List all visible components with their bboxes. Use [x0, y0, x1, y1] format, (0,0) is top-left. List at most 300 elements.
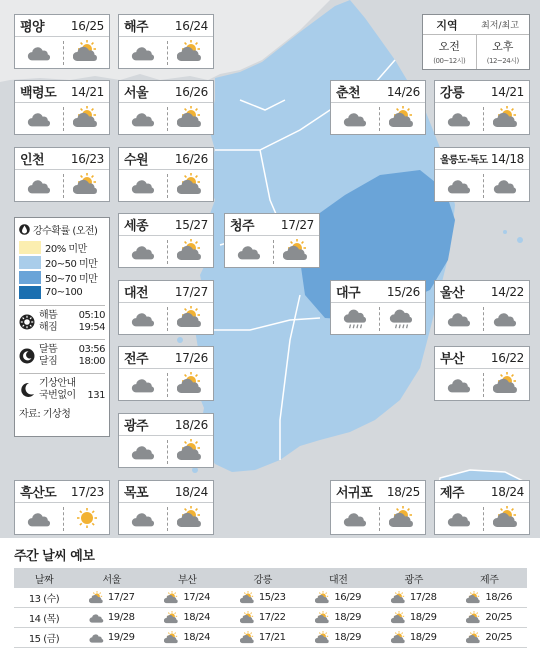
divider — [167, 507, 168, 531]
weekly-icon — [466, 591, 482, 605]
weekly-row — [14, 588, 527, 608]
weekly-cell — [301, 591, 377, 605]
city-name: 대구 — [336, 286, 361, 301]
pm-weather — [177, 106, 205, 130]
am-weather — [131, 308, 157, 330]
city-name: 흑산도 — [20, 486, 57, 501]
divider — [167, 174, 168, 198]
weekly-cell — [150, 591, 226, 605]
weekly-temp: 17/22 — [258, 612, 286, 623]
weekly-temp: 17/27 — [107, 592, 135, 603]
divider — [483, 174, 484, 198]
cloud-icon — [27, 175, 53, 197]
weekly-temp: 20/25 — [485, 612, 513, 623]
weekly-row — [14, 628, 527, 648]
moonrise-label: 달뜸 — [39, 344, 58, 355]
pm-weather — [389, 308, 415, 330]
sun-cloud-icon — [164, 611, 180, 625]
city-box-gangneung — [434, 80, 530, 135]
weekly-icon — [164, 631, 180, 645]
divider — [167, 373, 168, 397]
pm-weather — [177, 239, 205, 263]
weekly-cell — [376, 611, 452, 625]
city-temp: 18/24 — [490, 484, 524, 499]
city-temp: 14/22 — [490, 284, 524, 299]
city-temp: 18/25 — [386, 484, 420, 499]
divider — [483, 307, 484, 331]
weekly-cell — [452, 611, 528, 625]
sun-cloud-icon — [177, 106, 205, 130]
weekly-temp: 18/29 — [334, 612, 362, 623]
weekly-city-header: 강릉 — [253, 574, 273, 586]
weekly-cell — [376, 631, 452, 645]
rain-level-label: 20% 미만 — [45, 244, 87, 255]
pm-weather — [177, 439, 205, 463]
weekly-body — [14, 588, 527, 648]
weekly-temp: 17/21 — [258, 632, 286, 643]
hotline-number: 131 — [87, 390, 105, 401]
weekly-icon — [240, 631, 256, 645]
am-weather — [131, 42, 157, 64]
divider — [379, 507, 380, 531]
sun-cloud-icon — [391, 611, 407, 625]
divider — [273, 240, 274, 264]
pm-weather — [389, 506, 417, 530]
city-temp: 15/26 — [386, 284, 420, 299]
sunrise-label: 해뜸 — [39, 310, 58, 321]
moonrise-time: 03:56 — [78, 344, 105, 355]
sun-cloud-icon — [177, 306, 205, 330]
city-name: 광주 — [124, 419, 149, 434]
weekly-temp: 17/24 — [183, 592, 211, 603]
city-name: 울산 — [440, 286, 465, 301]
weekly-icon — [240, 591, 256, 605]
cloud-icon — [131, 42, 157, 64]
city-box-daejeon — [118, 280, 214, 335]
sun-cloud-icon — [493, 372, 521, 396]
cloud-icon — [27, 42, 53, 64]
am-weather — [343, 508, 369, 530]
cloud-icon — [237, 241, 263, 263]
weekly-cell — [452, 591, 528, 605]
city-name: 해주 — [124, 20, 149, 35]
weekly-date: 14 (목) — [28, 614, 60, 625]
cloud-icon — [27, 108, 53, 130]
city-box-pyongyang — [14, 14, 110, 69]
weekly-cell — [301, 631, 377, 645]
am-weather — [447, 308, 473, 330]
weekly-icon — [164, 611, 180, 625]
weekly-cell — [225, 611, 301, 625]
city-box-incheon — [14, 147, 110, 202]
city-name: 울릉도·독도 — [440, 155, 488, 166]
rain-level-row — [19, 270, 105, 285]
sun-cloud-icon — [466, 591, 482, 605]
pm-weather — [283, 239, 311, 263]
cloud-icon — [343, 108, 369, 130]
sun-cloud-icon — [177, 40, 205, 64]
pm-weather — [73, 106, 101, 130]
sun-icon — [73, 506, 101, 530]
legend-am-sub: (00~12시) — [433, 57, 466, 65]
sun-cloud-icon — [315, 591, 331, 605]
divider — [483, 107, 484, 131]
city-box-baengnyeongdo — [14, 80, 110, 135]
rain-level-label: 70~100 — [45, 287, 83, 298]
legend-region: 지역 — [436, 18, 458, 32]
city-box-ulsan — [434, 280, 530, 335]
city-temp: 14/26 — [386, 84, 420, 99]
island — [503, 230, 507, 234]
moon-times — [19, 344, 105, 368]
city-box-haeju — [118, 14, 214, 69]
legend-box — [422, 14, 530, 70]
cloud-icon — [447, 175, 473, 197]
divider — [19, 339, 105, 340]
weekly-temp: 17/28 — [409, 592, 437, 603]
cloud-icon — [131, 441, 157, 463]
city-box-gwangju — [118, 413, 214, 468]
pm-weather — [73, 506, 101, 530]
city-name: 백령도 — [20, 86, 57, 101]
sun-cloud-icon — [493, 506, 521, 530]
sun-cloud-icon — [389, 506, 417, 530]
legend-am: 오전 — [438, 40, 460, 53]
rain-level-row — [19, 240, 105, 255]
divider — [19, 373, 105, 374]
cloud-icon — [447, 108, 473, 130]
am-weather — [447, 108, 473, 130]
city-name: 부산 — [440, 352, 465, 367]
am-weather — [131, 441, 157, 463]
sun-cloud-icon — [240, 611, 256, 625]
city-temp: 15/27 — [174, 217, 208, 232]
pm-weather — [177, 306, 205, 330]
city-temp: 16/25 — [70, 18, 104, 33]
weekly-icon — [89, 631, 105, 645]
divider — [379, 307, 380, 331]
rain-swatch — [19, 286, 41, 299]
city-box-heuksando — [14, 480, 110, 535]
sun-cloud-icon — [73, 106, 101, 130]
cloud-icon — [131, 308, 157, 330]
divider — [63, 507, 64, 531]
city-name: 평양 — [20, 20, 45, 35]
rain-level-row — [19, 285, 105, 300]
am-weather — [131, 374, 157, 396]
city-name: 세종 — [124, 219, 149, 234]
rain-level-row — [19, 255, 105, 270]
city-box-cheongju — [224, 213, 320, 268]
weekly-icon — [89, 611, 105, 625]
weekly-temp: 18/26 — [485, 592, 513, 603]
weekly-cell — [74, 631, 150, 645]
sun-cloud-icon — [240, 631, 256, 645]
divider — [63, 41, 64, 65]
weekly-temp: 19/29 — [107, 632, 135, 643]
weekly-cell — [150, 631, 226, 645]
am-weather — [27, 108, 53, 130]
weekly-icon — [315, 591, 331, 605]
pm-weather — [493, 308, 519, 330]
divider — [483, 507, 484, 531]
crescent-icon — [19, 382, 35, 398]
cloud-icon — [447, 374, 473, 396]
weekly-cell — [376, 591, 452, 605]
cloud-icon — [493, 175, 519, 197]
weekly-temp: 18/29 — [409, 612, 437, 623]
weekly-icon — [466, 611, 482, 625]
cloud-icon — [447, 508, 473, 530]
weekly-temp: 18/29 — [409, 632, 437, 643]
sun-cloud-icon — [389, 106, 417, 130]
weekly-icon — [391, 611, 407, 625]
rain-icon — [389, 308, 415, 330]
city-name: 수원 — [124, 153, 149, 168]
divider — [63, 174, 64, 198]
pm-weather — [177, 506, 205, 530]
city-box-suwon — [118, 147, 214, 202]
sun-cloud-icon — [315, 611, 331, 625]
weekly-row — [14, 608, 527, 628]
sun-cloud-icon — [164, 591, 180, 605]
hotline-label: 기상안내 — [39, 378, 76, 389]
divider — [167, 107, 168, 131]
city-name: 대전 — [124, 286, 149, 301]
divider — [167, 41, 168, 65]
sun-cloud-icon — [493, 106, 521, 130]
sun-cloud-icon — [466, 611, 482, 625]
weekly-city-header: 광주 — [404, 574, 424, 586]
weekly-city-header: 서울 — [102, 574, 122, 586]
weekly-cell — [225, 631, 301, 645]
sun-cloud-icon — [315, 631, 331, 645]
pm-weather — [493, 175, 519, 197]
sun-cloud-icon — [177, 506, 205, 530]
weekly-cell — [225, 591, 301, 605]
cloud-icon — [131, 175, 157, 197]
cloud-icon — [89, 631, 105, 645]
city-temp: 17/26 — [174, 350, 208, 365]
rain-title-text: 강수확률 (오전) — [33, 226, 98, 237]
sunset-time: 19:54 — [78, 322, 105, 333]
city-name: 서울 — [124, 86, 149, 101]
am-weather — [27, 508, 53, 530]
sun-cloud-icon — [283, 239, 311, 263]
sun-cloud-icon — [177, 173, 205, 197]
city-box-daegu — [330, 280, 426, 335]
weekly-date: 13 (수) — [28, 594, 60, 605]
weekly-date-header: 날짜 — [34, 574, 54, 586]
pm-weather — [73, 40, 101, 64]
am-weather — [131, 175, 157, 197]
city-name: 목포 — [124, 486, 149, 501]
weekly-city-header: 부산 — [177, 574, 197, 586]
city-temp: 18/24 — [174, 484, 208, 499]
cloud-icon — [27, 508, 53, 530]
sun-cloud-icon — [89, 591, 105, 605]
sun-cloud-icon — [177, 439, 205, 463]
island — [517, 237, 523, 243]
pm-weather — [493, 106, 521, 130]
city-temp: 16/22 — [490, 350, 524, 365]
sun-cloud-icon — [73, 173, 101, 197]
pm-weather — [493, 372, 521, 396]
weekly-cell — [74, 591, 150, 605]
city-name: 청주 — [230, 219, 255, 234]
weekly-temp: 18/29 — [334, 632, 362, 643]
city-name: 전주 — [124, 352, 149, 367]
rain-probability-title — [19, 222, 105, 237]
moon-icon — [19, 348, 35, 364]
weekly-icon — [315, 631, 331, 645]
weekly-temp: 18/24 — [183, 632, 211, 643]
weekly-cell — [301, 611, 377, 625]
divider — [167, 440, 168, 464]
city-temp: 14/21 — [70, 84, 104, 99]
city-box-sejong — [118, 213, 214, 268]
am-weather — [131, 108, 157, 130]
rain-levels — [19, 240, 105, 300]
sunrise-time: 05:10 — [78, 310, 105, 321]
weekly-temp: 18/24 — [183, 612, 211, 623]
weekly-title: 주간 날씨 예보 — [14, 549, 95, 564]
rain-swatch — [19, 241, 41, 254]
am-weather — [131, 508, 157, 530]
weekly-icon — [391, 631, 407, 645]
weekly-icon — [164, 591, 180, 605]
weekly-forecast — [0, 538, 540, 651]
city-box-mokpo — [118, 480, 214, 535]
hotline-sub: 국번없이 — [39, 390, 76, 401]
city-box-seoul — [118, 80, 214, 135]
moonset-label: 달짐 — [39, 356, 58, 367]
rain-level-label: 50~70 미만 — [45, 274, 98, 285]
weekly-city-header: 대전 — [328, 574, 348, 586]
legend-pm: 오후 — [492, 40, 514, 53]
sun-cloud-icon — [164, 631, 180, 645]
am-weather — [343, 108, 369, 130]
sun-cloud-icon — [391, 631, 407, 645]
sun-cloud-icon — [391, 591, 407, 605]
pm-weather — [493, 506, 521, 530]
city-temp: 16/26 — [174, 151, 208, 166]
sun-times — [19, 310, 105, 334]
city-name: 제주 — [440, 486, 465, 501]
am-weather — [237, 241, 263, 263]
city-temp: 14/18 — [490, 151, 524, 166]
weekly-temp: 19/28 — [107, 612, 135, 623]
sun-cloud-icon — [177, 239, 205, 263]
city-box-ulleungdo — [434, 147, 530, 202]
divider — [63, 107, 64, 131]
rain-swatch — [19, 271, 41, 284]
sun-cloud-icon — [73, 40, 101, 64]
weekly-city-header: 제주 — [479, 574, 499, 586]
city-temp: 17/27 — [174, 284, 208, 299]
cloud-icon — [343, 508, 369, 530]
am-weather — [447, 508, 473, 530]
cloud-icon — [131, 374, 157, 396]
weekly-icon — [391, 591, 407, 605]
divider — [19, 305, 105, 306]
sun-cloud-icon — [177, 372, 205, 396]
sun-cloud-icon — [240, 591, 256, 605]
divider — [379, 107, 380, 131]
divider — [483, 373, 484, 397]
raindrop-icon — [19, 223, 30, 236]
island — [177, 337, 183, 343]
sun-icon — [19, 314, 35, 330]
cloud-icon — [131, 508, 157, 530]
divider — [167, 307, 168, 331]
pm-weather — [177, 173, 205, 197]
sunset-label: 해짐 — [39, 322, 58, 333]
am-weather — [27, 175, 53, 197]
weekly-cell — [150, 611, 226, 625]
legend-minmax: 최저/최고 — [481, 21, 519, 31]
city-box-seogwipo — [330, 480, 426, 535]
weekly-icon — [240, 611, 256, 625]
city-temp: 17/27 — [280, 217, 314, 232]
city-box-jeonju — [118, 346, 214, 401]
am-weather — [447, 374, 473, 396]
rain-level-label: 20~50 미만 — [45, 259, 98, 270]
pm-weather — [73, 173, 101, 197]
weekly-table — [14, 568, 527, 648]
weekly-temp: 20/25 — [485, 632, 513, 643]
weekly-icon — [315, 611, 331, 625]
am-weather — [343, 308, 369, 330]
info-panel — [14, 217, 110, 437]
city-name: 춘천 — [336, 86, 361, 101]
pm-weather — [177, 40, 205, 64]
city-temp: 18/26 — [174, 417, 208, 432]
sun-cloud-icon — [466, 631, 482, 645]
city-temp: 14/21 — [490, 84, 524, 99]
weekly-temp: 15/23 — [258, 592, 286, 603]
moonset-time: 18:00 — [78, 356, 105, 367]
divider — [167, 240, 168, 264]
city-temp: 16/23 — [70, 151, 104, 166]
legend-pm-sub: (12~24시) — [486, 57, 519, 65]
city-box-busan — [434, 346, 530, 401]
pm-weather — [177, 372, 205, 396]
city-name: 인천 — [20, 153, 45, 168]
am-weather — [131, 241, 157, 263]
city-box-chuncheon — [330, 80, 426, 135]
city-name: 서귀포 — [336, 486, 373, 501]
cloud-icon — [447, 308, 473, 330]
weekly-cell — [452, 631, 528, 645]
rain-icon — [343, 308, 369, 330]
am-weather — [27, 42, 53, 64]
cloud-icon — [493, 308, 519, 330]
source-text: 자료: 기상청 — [19, 409, 71, 420]
city-temp: 16/24 — [174, 18, 208, 33]
weekly-temp: 16/29 — [334, 592, 362, 603]
rain-swatch — [19, 256, 41, 269]
weekly-header-row — [14, 568, 527, 588]
cloud-icon — [131, 108, 157, 130]
weekly-icon — [466, 631, 482, 645]
city-temp: 17/23 — [70, 484, 104, 499]
weekly-icon — [89, 591, 105, 605]
city-name: 강릉 — [440, 86, 465, 101]
city-temp: 16/26 — [174, 84, 208, 99]
city-box-jeju — [434, 480, 530, 535]
cloud-icon — [131, 241, 157, 263]
